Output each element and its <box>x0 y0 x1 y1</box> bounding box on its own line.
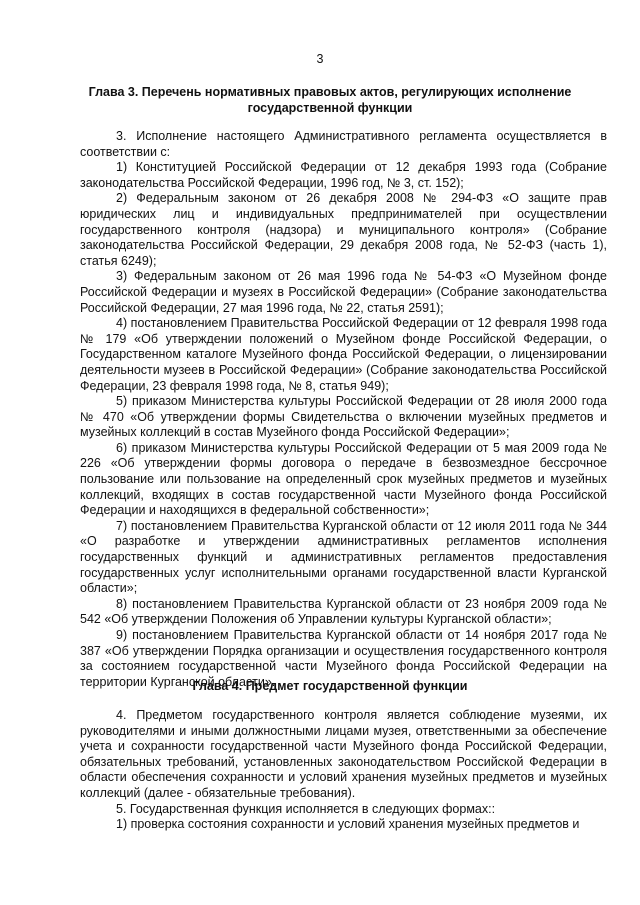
list-item: 9) постановлением Правительства Курганской области от 14 ноября 2017 года № 387 «Об утверждении Порядка организации и осуществления государственного контроля за состоянием государственной части Музейного фонда Российской Федерации на территории Курганской области». <box>80 628 607 689</box>
list-item: 4) постановлением Правительства Российской Федерации от 12 февраля 1998 года № 179 «Об утверждении положений о Музейном фонде Российской Федерации, о Государственном каталоге Музейного фонда Российской Федерации, о лицензировании деятельности музеев в Российской Федерации» (Собрание законодательства Российской Федерации, 23 февраля 1998 года, № 8, статья 949); <box>80 316 607 393</box>
list-item: 1) Конституцией Российской Федерации от 12 декабря 1993 года (Собрание законодательства Российской Федерации, 1996 год, № 3, ст. 152); <box>80 160 607 190</box>
paragraph: 5. Государственная функция исполняется в следующих формах:: <box>116 801 496 816</box>
chapter-3-body <box>80 129 607 690</box>
list-item: 6) приказом Министерства культуры Российской Федерации от 5 мая 2009 года № 226 «Об утверждении формы договора о передаче в безвозмездное бессрочное пользование или пользование на определенный срок музейных предметов и музейных коллекций, входящих в состав государственной части Музейного фонда Российской Федерации и находящихся в федеральной собственности»; <box>80 440 607 518</box>
list-item: 8) постановлением Правительства Курганской области от 23 ноября 2009 года № 542 «Об утверждении Положения об Управлении культуры Курганской области»; <box>80 596 607 627</box>
list-item: 5) приказом Министерства культуры Российской Федерации от 28 июля 2000 года № 470 «Об утверждении формы Свидетельства о включении музейных предметов и музейных коллекций в состав Музейного фонда Российской Федерации»; <box>80 394 607 440</box>
paragraph: 3. Исполнение настоящего Административного регламента осуществляется в соответствии с: <box>80 129 607 159</box>
list-item: 3) Федеральным законом от 26 мая 1996 года № 54-ФЗ «О Музейном фонде Российской Федерации и музеях в Российской Федерации» (Собрание законодательства Российской Федерации, 27 мая 1996 года, № 22, статья 2591); <box>80 269 607 315</box>
chapter-4-title: Глава 4. Предмет государственной функции <box>192 679 468 693</box>
chapter-4-body <box>80 708 607 833</box>
page-number: 3 <box>316 52 324 66</box>
list-item: 1) проверка состояния сохранности и условий хранения музейных предметов и <box>116 817 580 832</box>
list-item: 2) Федеральным законом от 26 декабря 2008 № 294-ФЗ «О защите прав юридических лиц и индивидуальных предпринимателей при осуществлении государственного контроля (надзора) и муниципального контроля» (Собрание законодательства Российской Федерации, 29 декабря 2008 года, № 52-ФЗ (часть 1), статья 6249); <box>80 191 607 268</box>
chapter-3-title: Глава 3. Перечень нормативных правовых актов, регулирующих исполнение государственной функции <box>88 85 572 115</box>
list-item: 7) постановлением Правительства Курганской области от 12 июля 2011 года № 344 «О разработке и утверждении административных регламентов исполнения государственных функций и административных регламентов предоставления государственных услуг исполнительными органами государственной власти Курганской области»; <box>80 518 607 596</box>
paragraph: 4. Предметом государственного контроля является соблюдение музеями, их руководителями и иными должностными лицами музея, ответственными за обеспечение учета и сохранности государственной части Музейного фонда Российской Федерации, обязательных требований, установленных законодательством Российской Федерации в области обеспечения сохранности и условий хранения музейных предметов и музейных коллекций (далее - обязательные требования). <box>80 708 607 800</box>
